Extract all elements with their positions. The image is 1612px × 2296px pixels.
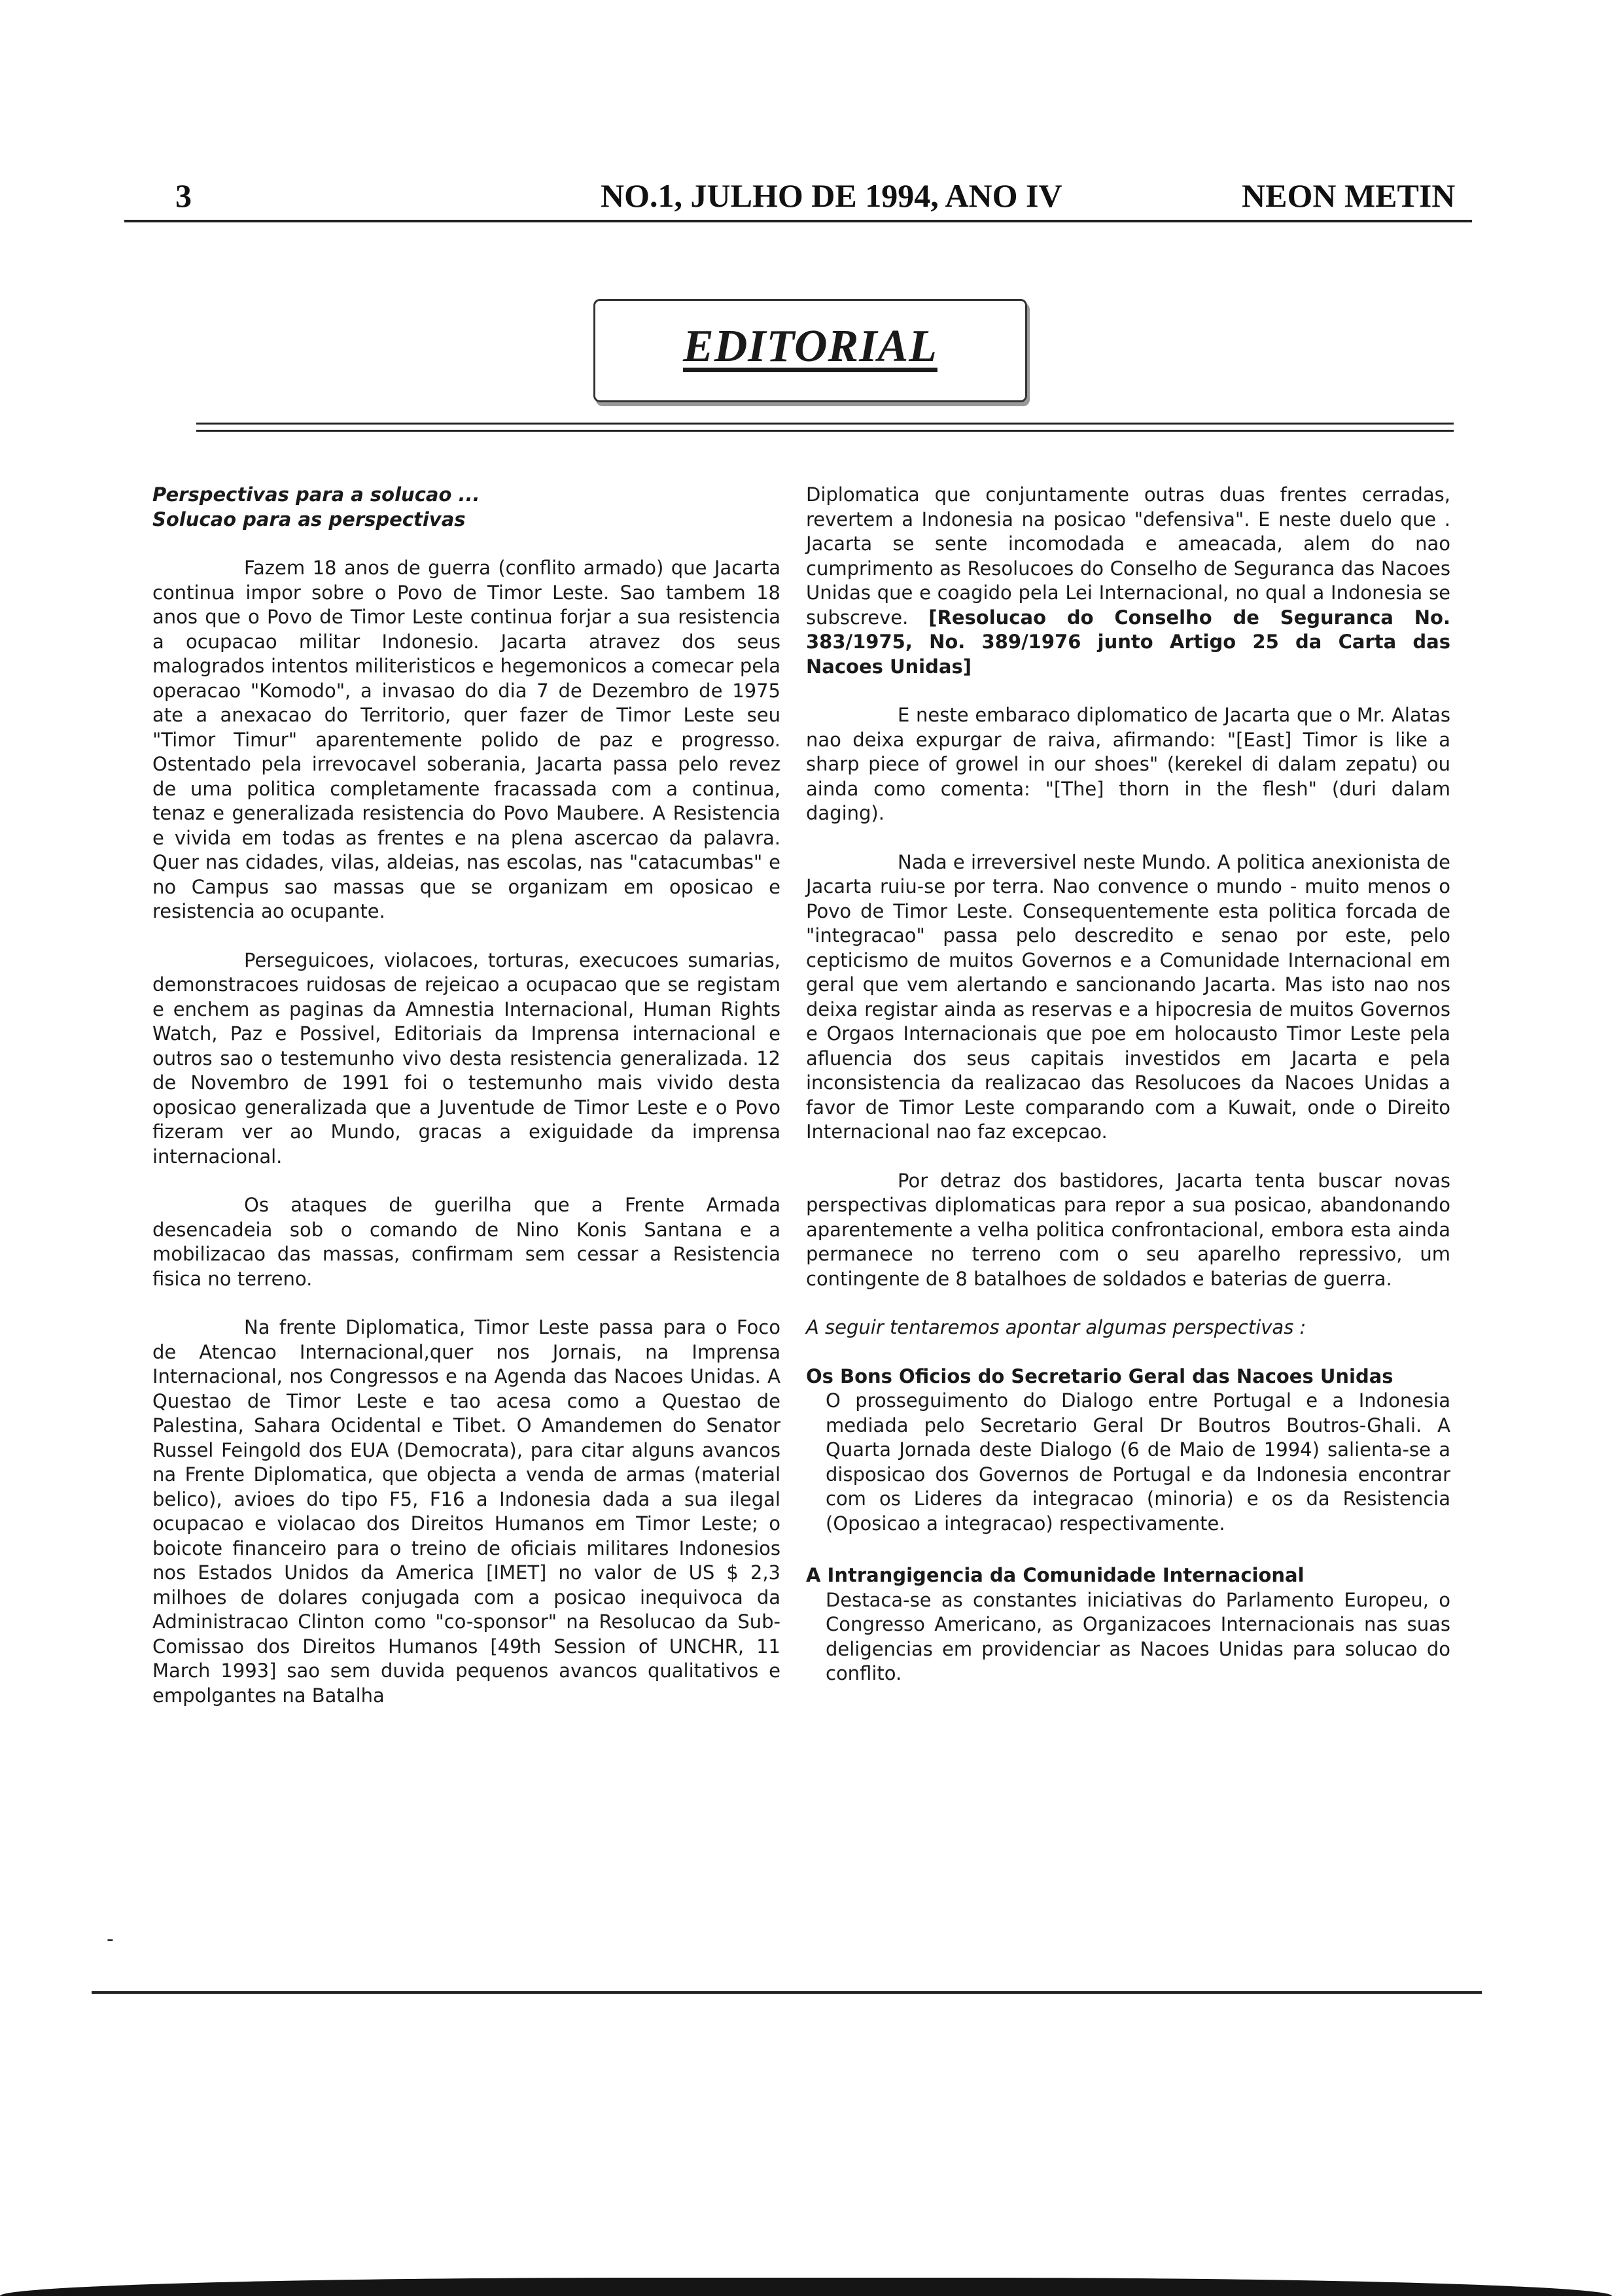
paragraph: A seguir tentaremos apontar algumas perspectivas :	[806, 1316, 1306, 1338]
subheading: A Intrangigencia da Comunidade Internacional	[806, 1564, 1305, 1586]
publication-name: NEON METIN	[1242, 177, 1456, 214]
paragraph: Por detraz dos bastidores, Jacarta tenta buscar novas perspectivas diplomaticas para repor a sua posicao, abandonando aparentemente a velha politica confrontacional, embora esta ainda permanece no terreno com o seu aparelho repressivo, um contingente de 8 batalhoes de soldados e baterias de guerra.	[806, 1169, 1450, 1290]
left-column	[152, 483, 780, 1708]
kicker-line-2: Solucao para as perspectivas	[152, 508, 466, 531]
page-title: EDITORIAL	[683, 321, 937, 372]
section-rule-top	[196, 423, 1454, 425]
resolution-reference: [Resolucao do Conselho de Seguranca No. 383/1975, No. 389/1976 junto Artigo 25 da Carta das Nacoes Unidas]	[806, 606, 1450, 678]
title-box	[593, 299, 1027, 402]
kicker-line-1: Perspectivas para a solucao ...	[152, 483, 480, 506]
paragraph	[806, 483, 1450, 679]
issue-line: NO.1, JULHO DE 1994, ANO IV	[601, 177, 1062, 214]
right-column	[806, 483, 1450, 1686]
subheading: Os Bons Oficios do Secretario Geral das Nacoes Unidas	[806, 1365, 1393, 1387]
footer-rule	[92, 1991, 1482, 1994]
paragraph: Nada e irreversivel neste Mundo. A politica anexionista de Jacarta ruiu-se por terra. Nao convence o mundo - muito menos o Povo de Timor Leste. Consequentemente esta politica forcada de "integracao" passa pelo descredito e senao por este, pelo cepticismo de muitos Governos e a Comunidade Internacional em geral que vem alertando e sancionando Jacarta. Mas isto nao nos deixa registar ainda as reservas e a hipocresia de muitos Governos e Orgaos Internacionais que poe em holocausto Timor Leste pela afluencia dos seus capitais investidos em Jacarta e pela inconsistencia da realizacao das Resolucoes da Nacoes Unidas a favor de Timor Leste comparando com a Kuwait, onde o Direito Internacional nao faz excepcao.	[806, 850, 1450, 1143]
section-rule-bottom	[196, 430, 1454, 432]
paragraph: Na frente Diplomatica, Timor Leste passa para o Foco de Atencao Internacional,quer nos Jornais, na Imprensa Internacional, nos Congressos e na Agenda das Nacoes Unidas. A Questao de Timor Leste e tao acesa como a Questao de Palestina, Sahara Ocidental e Tibet. O Amandemen do Senator Russel Feingold dos EUA (Democrata), para citar alguns avancos na Frente Diplomatica, que objecta a venda de armas (material belico), avioes do tipo F5, F16 a Indonesia dada a sua ilegal ocupacao e violacao dos Direitos Humanos em Timor Leste; o boicote financeiro para o treino de oficiais militares Indonesios nos Estados Unidos da America [IMET] no valor de US $ 2,3 milhoes de dolares conjugada com a posicao inequivoca da Administracao Clinton como "co-sponsor" na Resolucao da Sub-Comissao dos Direitos Humanos [49th Session of UNCHR, 11 March 1993] sao sem duvida pequenos avancos qualitativos e empolgantes na Batalha	[152, 1316, 780, 1707]
paragraph: O prosseguimento do Dialogo entre Portugal e a Indonesia mediada pelo Secretario Geral Dr Boutros Boutros-Ghali. A Quarta Jornada deste Dialogo (6 de Maio de 1994) salienta-se a disposicao dos Governos de Portugal e da Indonesia encontrar com os Lideres da integracao (minoria) e os da Resistencia (Oposicao a integracao) respectivamente.	[826, 1389, 1450, 1535]
paragraph-text: Diplomatica que conjuntamente outras duas frentes cerradas, revertem a Indonesia na posicao "defensiva". E neste duelo que . Jacarta se sente incomodada e ameacada, alem do nao cumprimento as Resolucoes do Conselho de Seguranca das Nacoes Unidas que e coagido pela Lei Internacional, no qual a Indonesia se subscreve.	[806, 483, 1450, 629]
page-number: 3	[175, 177, 192, 214]
margin-mark: -	[107, 1928, 114, 1951]
paragraph: E neste embaraco diplomatico de Jacarta que o Mr. Alatas nao deixa expurgar de raiva, afirmando: "[East] Timor is like a sharp piece of growel in our shoes" (kerekel di dalam zepatu) ou ainda como comenta: "[The] thorn in the flesh" (duri dalam daging).	[806, 704, 1450, 824]
paragraph: Destaca-se as constantes iniciativas do Parlamento Europeu, o Congresso Americano, as Organizacoes Internacionais nas suas deligencias em providenciar as Nacoes Unidas para solucao do conflito.	[826, 1588, 1450, 1684]
paragraph: Os ataques de guerilha que a Frente Armada desencadeia sob o comando de Nino Konis Santana e a mobilizacao das massas, confirmam sem cessar a Resistencia fisica no terreno.	[152, 1194, 780, 1290]
scan-edge	[0, 2278, 1612, 2296]
paragraph: Perseguicoes, violacoes, torturas, execucoes sumarias, demonstracoes ruidosas de rejeicao a ocupacao que se registam e enchem as paginas da Amnestia Internacional, Human Rights Watch, Paz e Possivel, Editoriais da Imprensa internacional e outros sao o testemunho vivo desta resistencia generalizada. 12 de Novembro de 1991 foi o testemunho mais vivido desta oposicao generalizada que a Juventude de Timor Leste e o Povo fizeram ver ao Mundo, gracas a exiguidade da imprensa internacional.	[152, 948, 780, 1168]
header-rule	[124, 220, 1472, 222]
paragraph: Fazem 18 anos de guerra (conflito armado) que Jacarta continua impor sobre o Povo de Timor Leste. Sao tambem 18 anos que o Povo de Timor Leste continua forjar a sua resistencia a ocupacao militar Indonesio. Jacarta atravez dos seus malogrados intentos militeristicos e hegemonicos a comecar pela operacao "Komodo", a invasao do dia 7 de Dezembro de 1975 ate a anexacao do Territorio, quer fazer de Timor Leste seu "Timor Timur" aparentemente polido de paz e progresso. Ostentado pela irrevocavel soberania, Jacarta passa pelo revez de uma politica completamente fracassada com a continua, tenaz e generalizada resistencia do Povo Maubere. A Resistencia e vivida em todas as frentes e na plena ascercao da palavra. Quer nas cidades, vilas, aldeias, nas escolas, nas "catacumbas" e no Campus sao massas que se organizam em oposicao e resistencia ao ocupante.	[152, 557, 780, 922]
